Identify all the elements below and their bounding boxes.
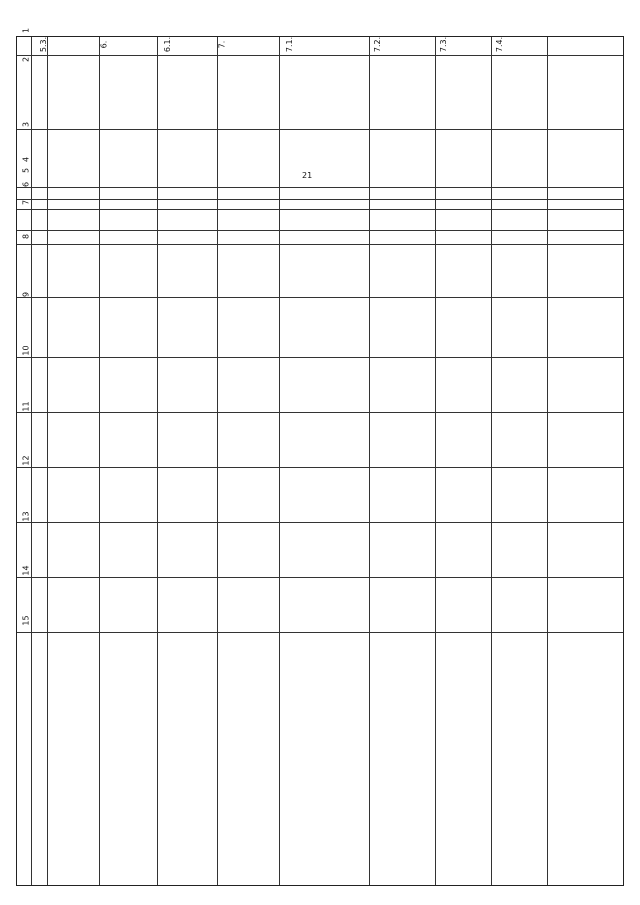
column-number: 14 [21,565,31,576]
column-number: 15 [21,615,31,626]
row-separator [31,37,32,885]
column-number: 5 [21,167,31,174]
row-separator [47,37,48,885]
row-code: 7.1. [285,36,295,53]
column-number: 9 [21,291,31,298]
column-separator [17,577,623,578]
column-separator [17,632,623,633]
row-separator [157,37,158,885]
row-code: 6. [99,40,109,49]
column-number: 7 [21,199,31,206]
row-code: 7.3. [439,36,449,53]
column-separator [17,522,623,523]
column-separator [17,357,623,358]
row-separator [279,37,280,885]
column-separator [17,209,623,210]
column-separator [17,297,623,298]
row-code: 7.2. [373,36,383,53]
column-number: 11 [21,401,31,412]
column-separator [17,230,623,231]
row-separator [217,37,218,885]
row-separator [547,37,548,885]
row-code: 7. [217,40,227,49]
row-code: 6.1. [163,36,173,53]
column-number: 2 [21,56,31,63]
column-separator [17,187,623,188]
column-number: 3 [21,121,31,128]
column-separator [17,412,623,413]
column-separator [17,55,623,56]
row-separator [99,37,100,885]
row-code: 7.4. [495,36,505,53]
column-separator [17,244,623,245]
column-number: 12 [21,455,31,466]
column-separator [17,199,623,200]
column-number: 8 [21,233,31,240]
row-separator [369,37,370,885]
budget-table [16,36,624,886]
row-separator [435,37,436,885]
column-number: 10 [21,345,31,356]
column-number: 6 [21,181,31,188]
row-code: 5.3. [39,36,49,53]
column-separator [17,129,623,130]
row-separator [491,37,492,885]
column-number: 1 [21,27,31,34]
column-number: 13 [21,511,31,522]
column-number: 4 [21,156,31,163]
page-number: 21 [302,171,313,180]
column-separator [17,467,623,468]
